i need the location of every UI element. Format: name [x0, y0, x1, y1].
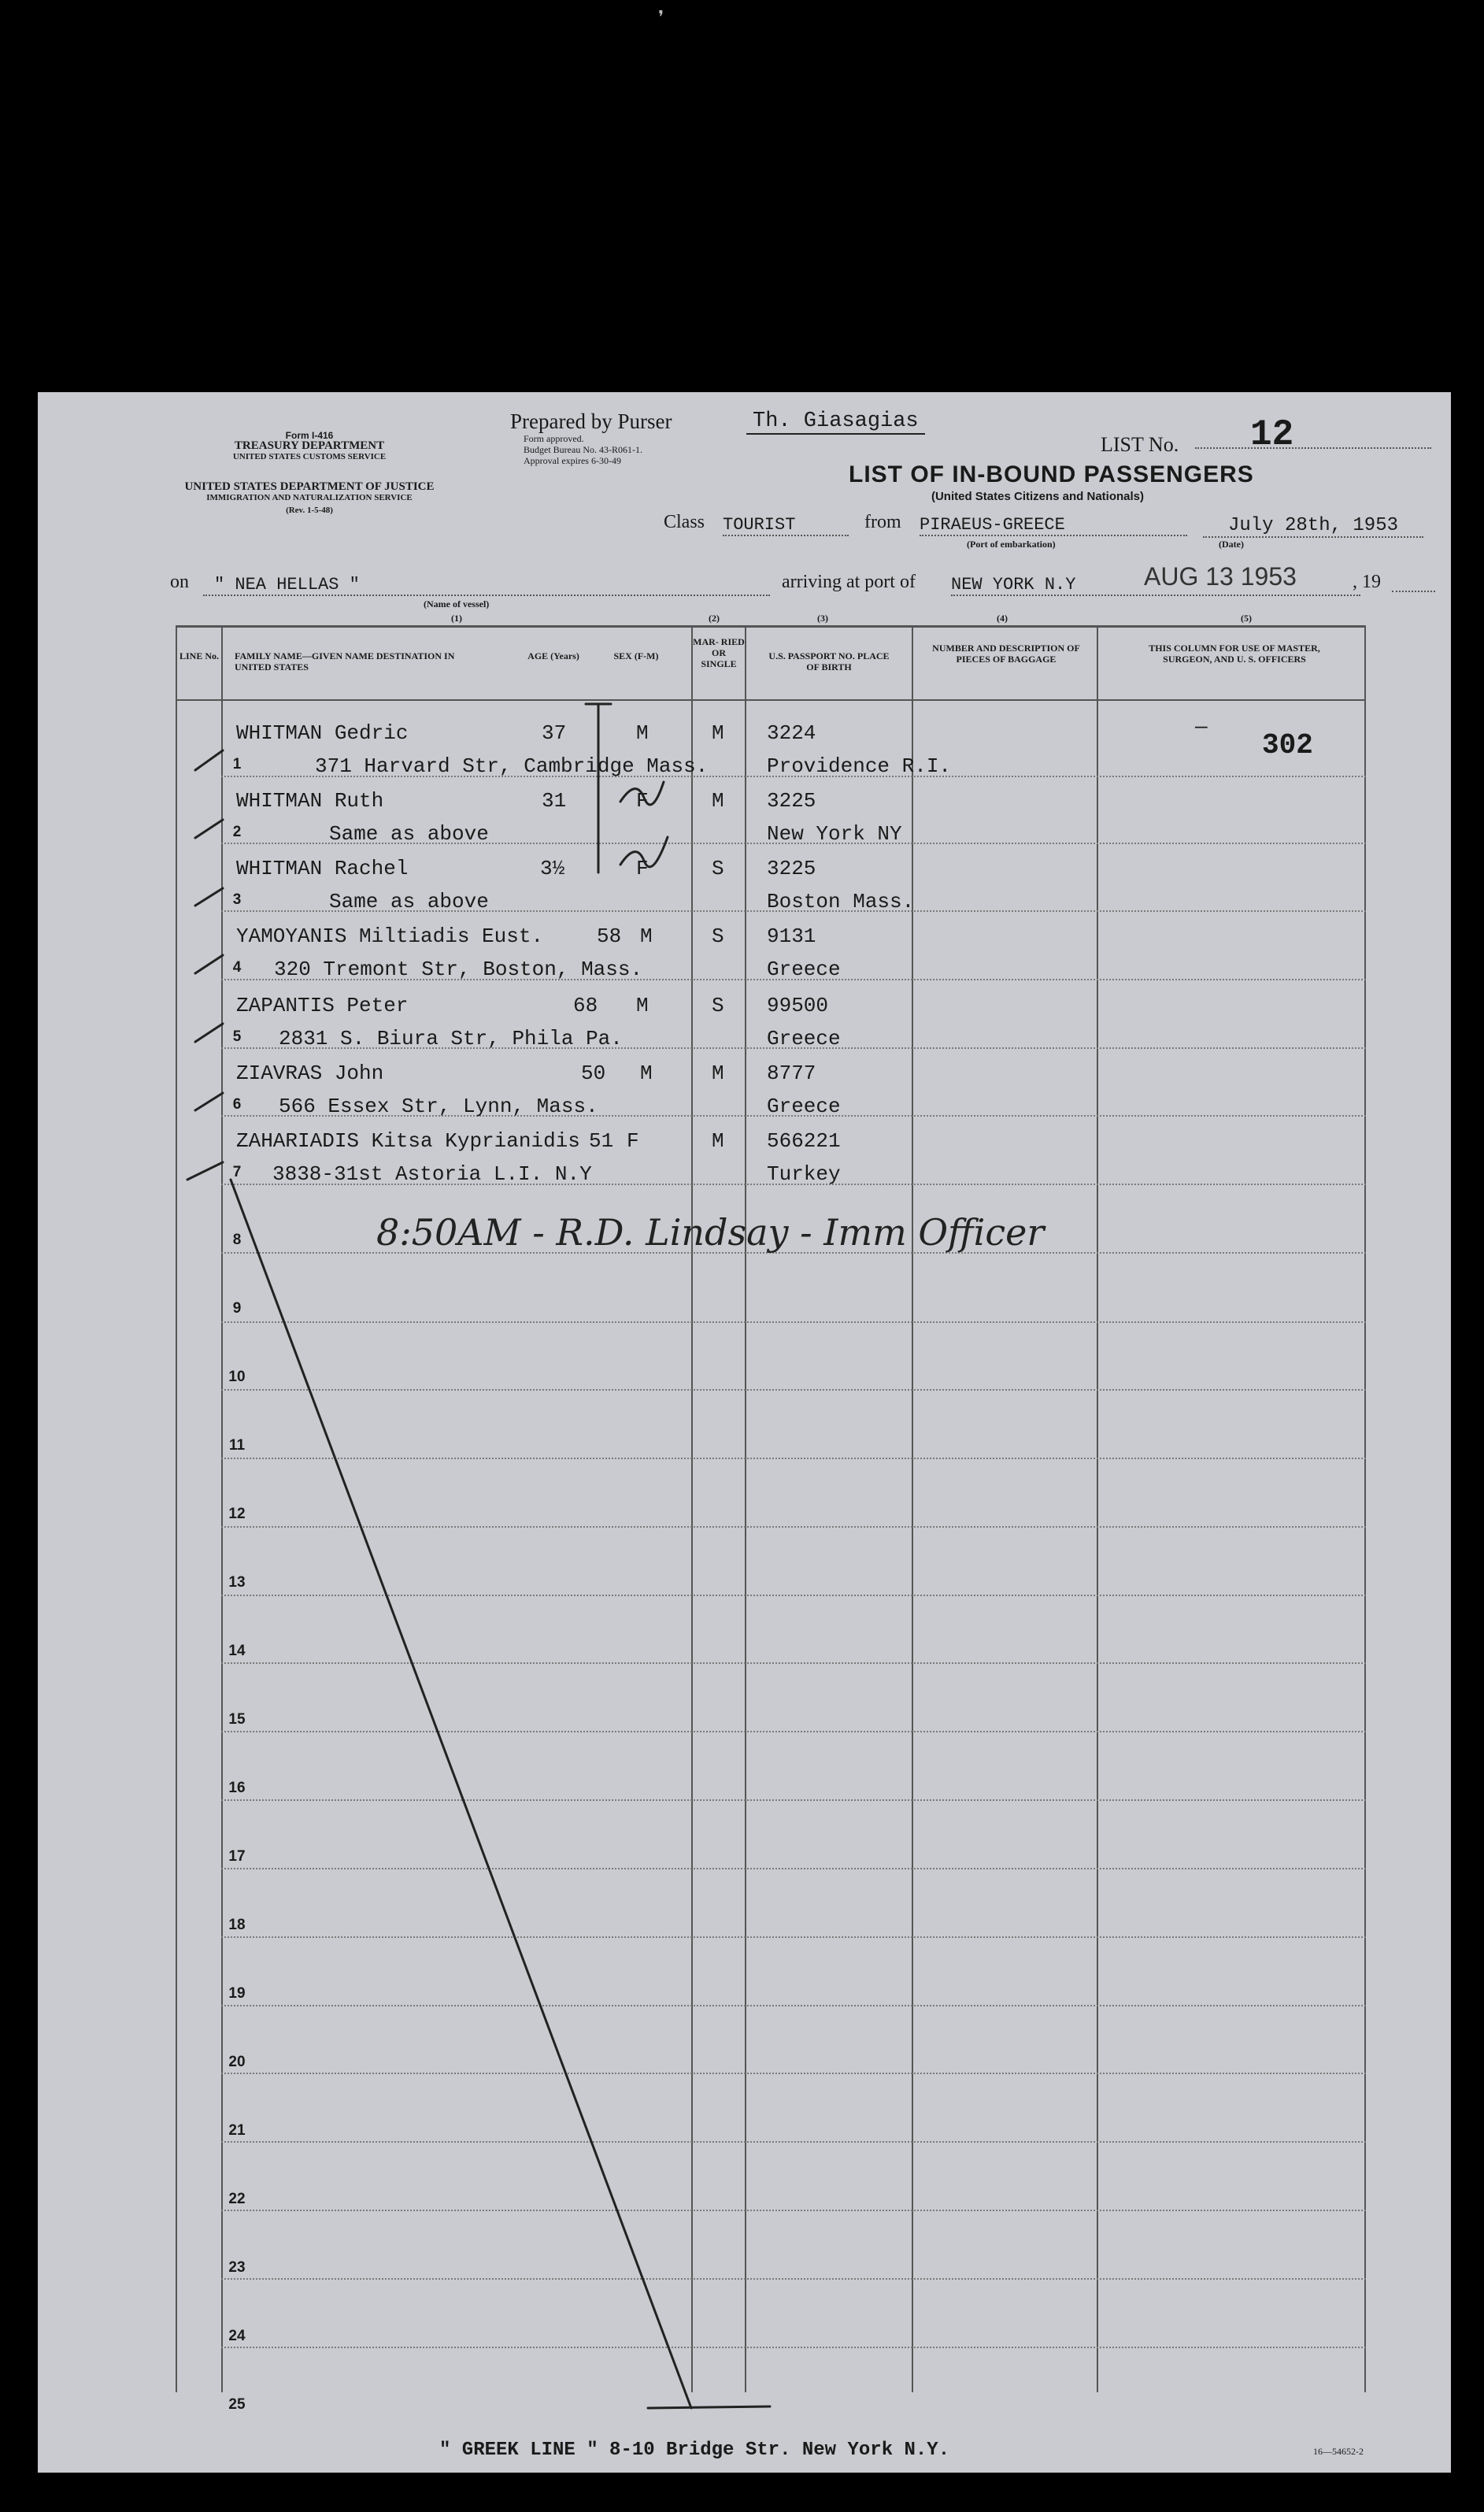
footer-line: " GREEK LINE " 8-10 Bridge Str. New York N.Y. — [439, 2440, 950, 2461]
passenger-destination: Same as above — [329, 822, 489, 846]
passenger-marital-status: S — [712, 924, 724, 948]
pen-marks — [38, 392, 1451, 2473]
place-of-birth: Boston Mass. — [767, 890, 915, 913]
passenger-destination: 566 Essex Str, Lynn, Mass. — [279, 1095, 598, 1118]
line-number: 25 — [228, 2396, 246, 2413]
line-number: 17 — [228, 1848, 246, 1865]
passenger-age: 37 — [542, 721, 567, 745]
initial-mark — [620, 837, 668, 867]
customs-service: UNITED STATES CUSTOMS SERVICE — [232, 452, 387, 461]
passenger-name: YAMOYANIS Miltiadis Eust. — [236, 924, 544, 948]
passport-number: 99500 — [767, 994, 829, 1017]
place-of-birth: Greece — [767, 1095, 841, 1118]
check-mark — [195, 750, 223, 770]
list-number: 12 — [1250, 414, 1294, 455]
header-name-destination: FAMILY NAME—GIVEN NAME DESTINATION IN UNITED STATES — [235, 650, 455, 672]
passenger-destination: 320 Tremont Str, Boston, Mass. — [274, 958, 643, 981]
year-prefix: , 19 — [1353, 572, 1381, 592]
line-number: 20 — [228, 2054, 246, 2070]
passenger-name: ZAPANTIS Peter — [236, 994, 409, 1017]
passenger-marital-status: S — [712, 994, 724, 1017]
passenger-age: 3½ — [540, 857, 565, 880]
check-mark — [187, 1162, 223, 1180]
check-mark — [195, 955, 223, 973]
column-number-1: (1) — [451, 613, 462, 624]
passenger-age: 31 — [542, 789, 567, 813]
passenger-name: WHITMAN Gedric — [236, 721, 409, 745]
passenger-destination: 371 Harvard Str, Cambridge Mass. — [315, 754, 709, 778]
header-sex: SEX (F-M) — [613, 650, 659, 661]
from-label: from — [864, 512, 901, 532]
line-number: 5 — [232, 1028, 242, 1045]
column-number-4: (4) — [997, 613, 1008, 624]
passenger-marital-status: S — [712, 857, 724, 880]
passport-number: 8777 — [767, 1061, 816, 1085]
check-mark — [195, 1093, 223, 1110]
passport-number: 566221 — [767, 1129, 841, 1153]
passenger-age: 50 — [581, 1061, 606, 1085]
bracket-mark — [586, 704, 611, 873]
line-number: 15 — [228, 1711, 246, 1728]
passenger-marital-status: M — [712, 789, 724, 813]
check-mark — [195, 820, 223, 838]
treasury-department: TREASURY DEPARTMENT — [234, 439, 385, 452]
on-label: on — [170, 572, 189, 592]
passport-number: 9131 — [767, 924, 816, 948]
list-number-label: LIST No. — [1101, 433, 1179, 456]
line-number: 10 — [228, 1369, 246, 1385]
place-of-birth: Turkey — [767, 1162, 841, 1186]
passenger-sex: M — [636, 994, 649, 1017]
vessel-name: " NEA HELLAS " — [203, 575, 770, 596]
line-number: 3 — [232, 891, 242, 908]
passenger-sex: M — [640, 924, 653, 948]
passenger-name: WHITMAN Rachel — [236, 857, 409, 880]
passenger-age: 51 — [589, 1129, 614, 1153]
line-number: 21 — [228, 2122, 246, 2139]
line-number: 13 — [228, 1574, 246, 1591]
passenger-destination: 2831 S. Biura Str, Phila Pa. — [279, 1027, 623, 1050]
purser-name: Th. Giasagias — [746, 409, 925, 435]
passenger-name: ZIAVRAS John — [236, 1061, 384, 1085]
place-of-birth: Greece — [767, 1027, 841, 1050]
footer-form-code: 16—54652-2 — [1313, 2446, 1364, 2457]
line-number: 2 — [232, 824, 242, 840]
passenger-sex: F — [636, 789, 649, 813]
passenger-age: 68 — [573, 994, 598, 1017]
handwritten-officer-note: 8:50AM - R.D. Lindsay - Imm Officer — [376, 1211, 1045, 1254]
port-caption: (Port of embarkation) — [967, 539, 1056, 550]
approval-expires: Approval expires 6-30-49 — [524, 455, 621, 466]
place-of-birth: Greece — [767, 958, 841, 981]
line-number: 8 — [232, 1232, 242, 1248]
budget-bureau: Budget Bureau No. 43-R061-1. — [524, 444, 642, 455]
cancel-line — [231, 1180, 691, 2408]
arrival-port: NEW YORK N.Y — [951, 575, 1360, 596]
line-number: 16 — [228, 1780, 246, 1796]
column-number-3: (3) — [817, 613, 828, 624]
passenger-sex: F — [627, 1129, 639, 1153]
passenger-destination: 3838-31st Astoria L.I. N.Y — [272, 1162, 592, 1186]
embarkation-date: July 28th, 1953 — [1203, 515, 1423, 538]
revision-date: (Rev. 1-5-48) — [286, 506, 333, 515]
line-number: 12 — [228, 1506, 246, 1522]
passport-number: 3225 — [767, 857, 816, 880]
passenger-marital-status: M — [712, 1129, 724, 1153]
passport-number: 3225 — [767, 789, 816, 813]
line-number: 14 — [228, 1643, 246, 1659]
line-number: 4 — [232, 959, 242, 976]
embarkation-port: PIRAEUS-GREECE — [920, 515, 1187, 536]
line-number: 9 — [232, 1300, 242, 1317]
passenger-marital-status: M — [712, 1061, 724, 1085]
line-number: 18 — [228, 1917, 246, 1933]
line-number: 19 — [228, 1985, 246, 2002]
passenger-name: ZAHARIADIS Kitsa Kyprianidis — [236, 1129, 580, 1153]
officer-mark: 302 — [1262, 729, 1313, 761]
stray-mark: ❜ — [658, 8, 664, 28]
prepared-by-label: Prepared by Purser — [510, 409, 672, 433]
header-married-single: MAR- RIED OR SINGLE — [693, 636, 745, 669]
ins-service: IMMIGRATION AND NATURALIZATION SERVICE — [206, 493, 413, 502]
header-line-no: LINE No. — [179, 650, 219, 661]
header-passport-birth: U.S. PASSPORT NO. PLACE OF BIRTH — [768, 650, 890, 672]
line-number: 24 — [228, 2328, 246, 2344]
officer-dash: — — [1195, 715, 1208, 739]
manifest-page — [38, 392, 1451, 2473]
passport-number: 3224 — [767, 721, 816, 745]
line-number: 22 — [228, 2191, 246, 2207]
line-number: 1 — [232, 756, 242, 772]
line-number: 23 — [228, 2259, 246, 2276]
place-of-birth: Providence R.I. — [767, 754, 952, 778]
passenger-age: 58 — [597, 924, 622, 948]
department-of-justice: UNITED STATES DEPARTMENT OF JUSTICE — [184, 480, 435, 493]
column-number-2: (2) — [709, 613, 720, 624]
passenger-name: WHITMAN Ruth — [236, 789, 384, 813]
column-number-5: (5) — [1241, 613, 1252, 624]
check-mark — [195, 888, 223, 906]
passenger-destination: Same as above — [329, 890, 489, 913]
passenger-marital-status: M — [712, 721, 724, 745]
passenger-sex: F — [636, 857, 649, 880]
page-title: LIST OF IN-BOUND PASSENGERS — [849, 461, 1254, 487]
check-mark — [195, 1024, 223, 1042]
initial-mark — [620, 782, 664, 805]
cancel-underline — [648, 2406, 770, 2408]
arriving-label: arriving at port of — [782, 572, 916, 592]
header-age: AGE (Years) — [527, 650, 579, 661]
line-number: 11 — [228, 1437, 246, 1454]
header-officers: THIS COLUMN FOR USE OF MASTER, SURGEON, AND U. S. OFFICERS — [1149, 643, 1320, 665]
header-baggage: NUMBER AND DESCRIPTION OF PIECES OF BAGGAGE — [932, 643, 1080, 665]
place-of-birth: New York NY — [767, 822, 902, 846]
arrival-date-stamp: AUG 13 1953 — [1144, 562, 1297, 591]
passenger-sex: M — [636, 721, 649, 745]
date-caption: (Date) — [1219, 539, 1244, 550]
form-number: Form I-416 — [285, 430, 334, 441]
vessel-caption: (Name of vessel) — [424, 598, 490, 609]
passenger-sex: M — [640, 1061, 653, 1085]
page-subtitle: (United States Citizens and Nationals) — [931, 490, 1145, 503]
class-value: TOURIST — [723, 515, 849, 536]
class-label: Class — [664, 512, 705, 532]
line-number: 7 — [232, 1164, 242, 1180]
form-approved: Form approved. — [524, 433, 584, 444]
line-number: 6 — [232, 1096, 242, 1113]
